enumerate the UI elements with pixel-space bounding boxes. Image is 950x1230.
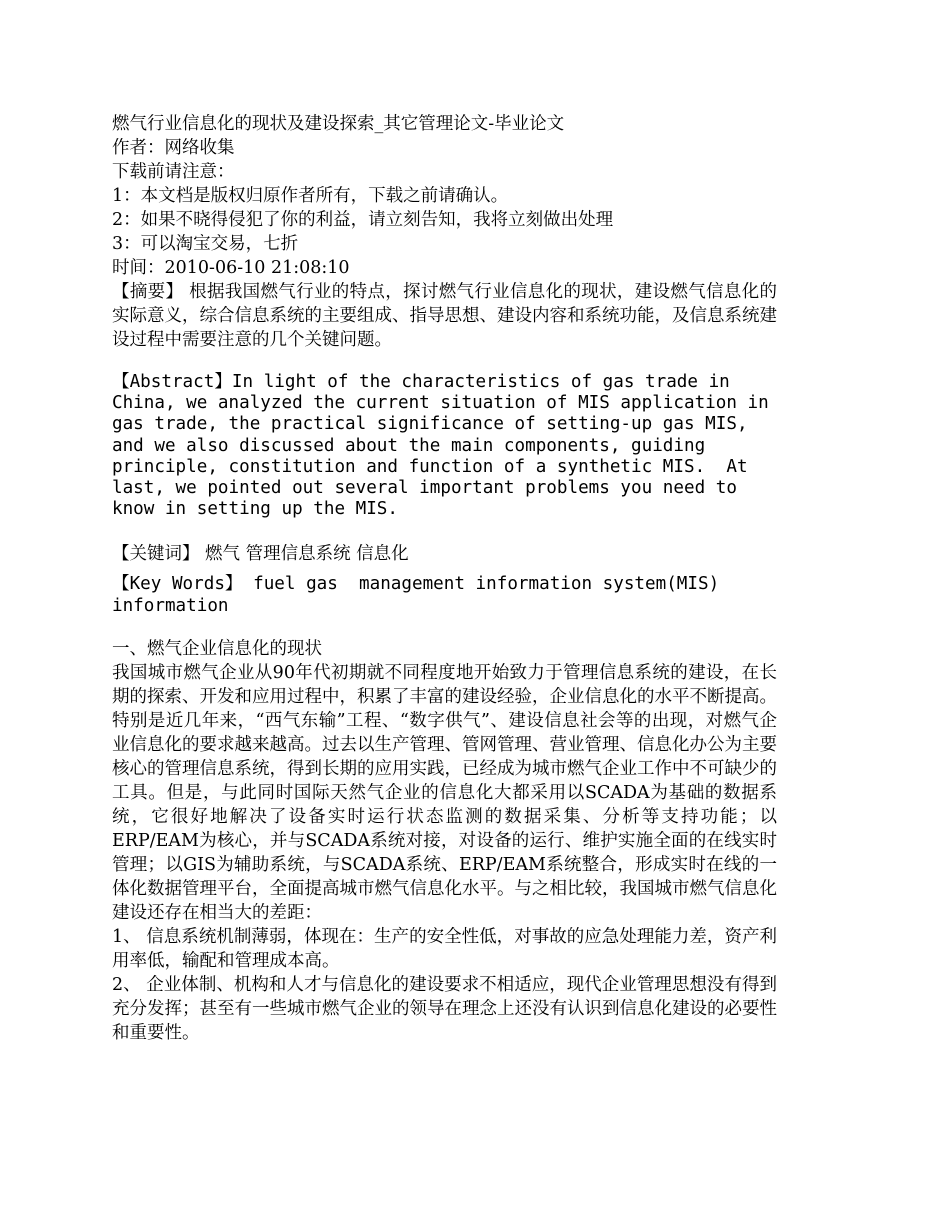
document-title: 燃气行业信息化的现状及建设探索_其它管理论文-毕业论文 <box>112 114 565 134</box>
section-body: 我国城市燃气企业从90年代初期就不同程度地开始致力于管理信息系统的建设，在长期的探索、开发和应用过程中，积累了丰富的建设经验，企业信息化的水平不断提高。特别是近几年来，“西气东输”工程、“数字供气”、建设信息社会等的出现，对燃气企业信息化的要求越来越高。过去以生产管理、管网管理、营业管理、信息化办公为主要核心的管理信息系统，得到长期的应用实践，已经成为城市燃气企业工作中不可缺少的工具。但是，与此同时国际天然气企业的信息化大都采用以SCADA为基础的数据系统，它很好地解决了设备实时运行状态监测的数据采集、分析等支持功能；以ERP/EAM为核心，并与SCADA系统对接，对设备的运行、维护实施全面的在线实时管理；以GIS为辅助系统，与SCADA系统、ERP/EAM系统整合，形成实时在线的一体化数据管理平台，全面提高城市燃气信息化水平。与之相比较，我国城市燃气信息化建设还存在相当大的差距： <box>112 662 777 923</box>
notice-item: 3：可以淘宝交易，七折 <box>112 234 299 254</box>
gap-list-item: 1、 信息系统机制薄弱，体现在：生产的安全性低，对事故的应急处理能力差，资产利用率低，输配和管理成本高。 <box>112 926 777 971</box>
keywords-cn: 【关键词】 燃气 管理信息系统 信息化 <box>112 544 409 565</box>
gap-list-item: 2、 企业体制、机构和人才与信息化的建设要求不相适应，现代企业管理思想没有得到充分发挥；甚至有一些城市燃气企业的领导在理念上还没有认识到信息化建设的必要性和重要性。 <box>112 974 777 1043</box>
author-line: 作者：网络收集 <box>112 138 235 158</box>
document-page <box>112 112 780 1045</box>
notice-heading: 下载前请注意： <box>112 162 235 182</box>
abstract-en: 【Abstract】In light of the characteristics of gas trade in China, we analyzed the current situation of MIS application in gas trade, the practical significance of setting-up gas MIS, and we also discussed about the main components, guiding principle, constitution and function of a synthetic MIS. At last, we pointed out several important problems you need to know in setting up the MIS. <box>112 372 780 520</box>
abstract-cn: 【摘要】 根据我国燃气行业的特点，探讨燃气行业信息化的现状，建设燃气信息化的实际意义，综合信息系统的主要组成、指导思想、建设内容和系统功能，及信息系统建设过程中需要注意的几个关键问题。 <box>112 282 777 350</box>
time-line: 时间：2010-06-10 21:08:10 <box>112 258 350 278</box>
notice-item: 1：本文档是版权归原作者所有，下载之前请确认。 <box>112 186 509 206</box>
section-heading: 一、燃气企业信息化的现状 <box>112 638 322 659</box>
notice-item: 2：如果不晓得侵犯了你的利益，请立刻告知，我将立刻做出处理 <box>112 210 614 230</box>
keywords-en: 【Key Words】 fuel gas management information system(MIS) information <box>112 574 730 616</box>
